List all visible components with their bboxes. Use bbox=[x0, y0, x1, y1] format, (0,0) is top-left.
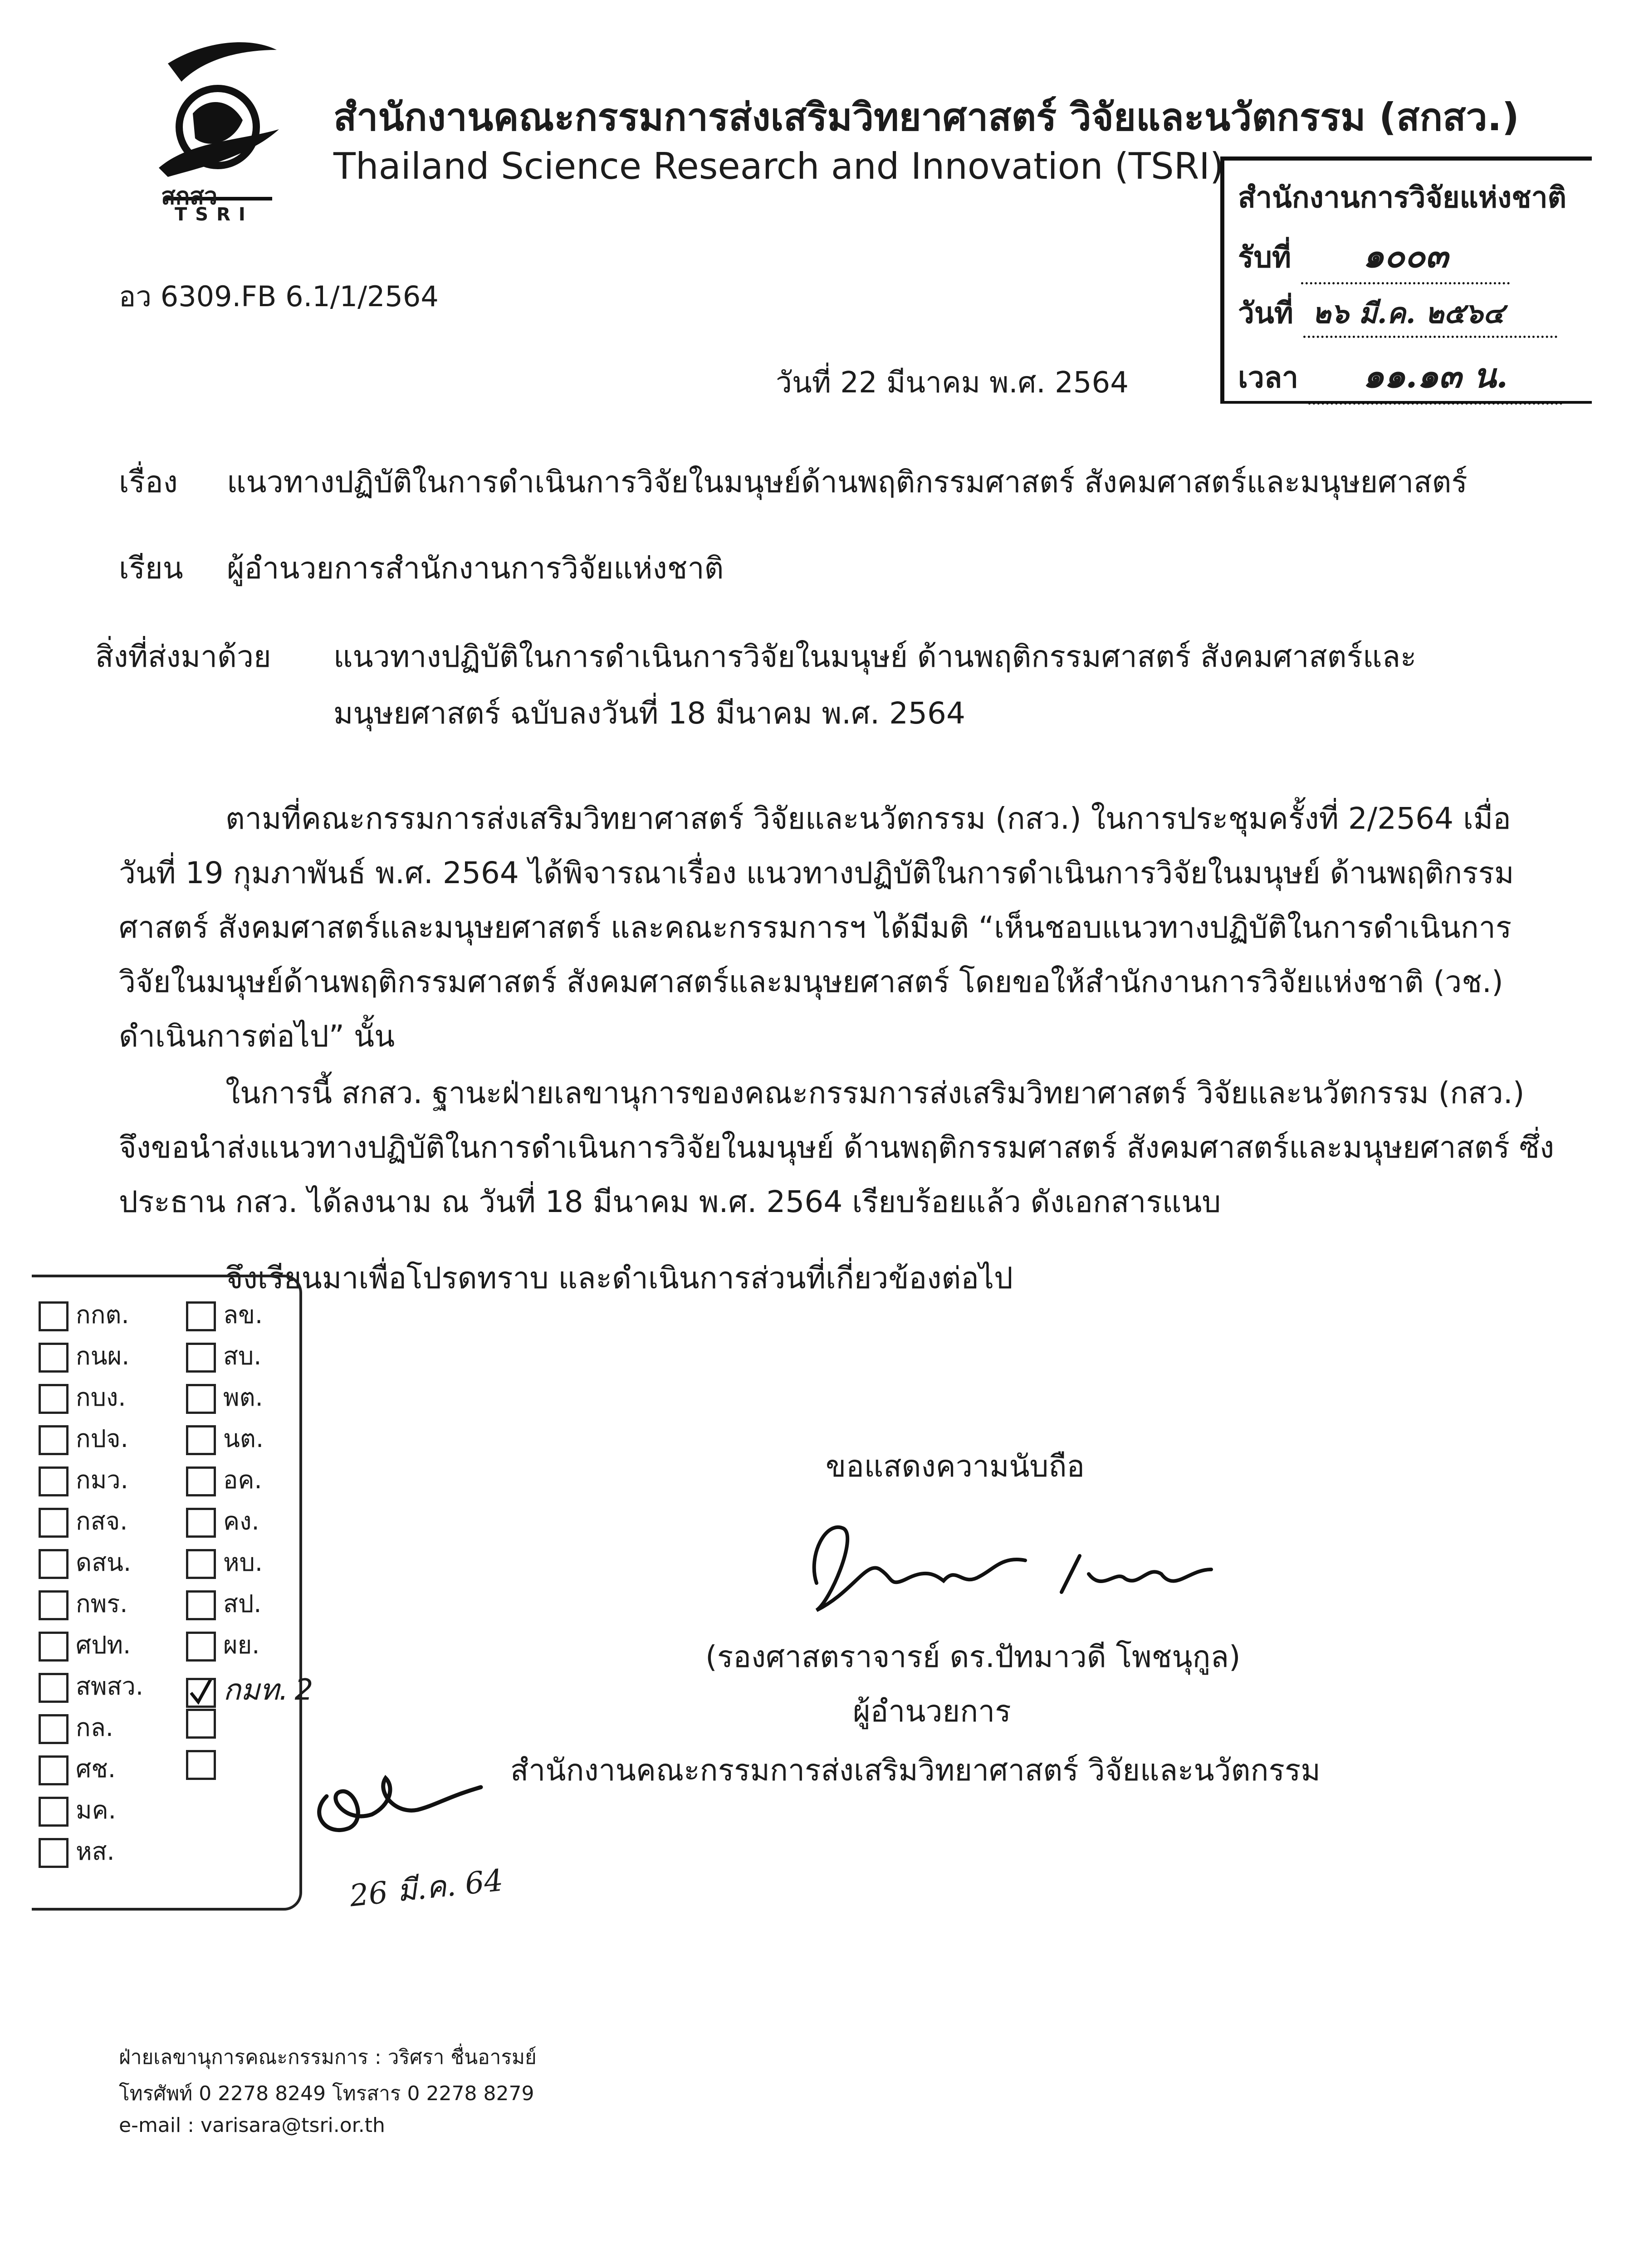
routing-checkbox-item[interactable] bbox=[39, 1378, 126, 1417]
checkbox-icon[interactable] bbox=[39, 1466, 68, 1496]
routing-checkbox-item[interactable] bbox=[186, 1378, 263, 1417]
receipt-stamp bbox=[1220, 156, 1592, 404]
checkbox-icon[interactable] bbox=[39, 1425, 68, 1455]
routing-checkbox-item[interactable] bbox=[186, 1749, 223, 1780]
routing-checkbox-item[interactable] bbox=[186, 1295, 263, 1334]
routing-checkbox-label: กนผ. bbox=[76, 1342, 130, 1370]
tsri-logo bbox=[150, 32, 286, 231]
checkbox-icon[interactable] bbox=[39, 1549, 68, 1579]
checkbox-icon[interactable] bbox=[186, 1709, 216, 1739]
stamp-number-row bbox=[1238, 229, 1510, 284]
routing-checkbox-item[interactable] bbox=[39, 1749, 116, 1788]
routing-checkbox-label: พต. bbox=[223, 1383, 263, 1412]
paragraph-line: วันที่ 19 กุมภาพันธ์ พ.ศ. 2564 ได้พิจารณาเรื่อง แนวทางปฏิบัติในการดำเนินการวิจัยในมนุษย์ ด้านพฤติกรรม bbox=[119, 855, 1514, 890]
checkbox-icon[interactable] bbox=[39, 1343, 68, 1373]
letter-date: วันที่ 22 มีนาคม พ.ศ. 2564 bbox=[776, 366, 1129, 400]
signer-org: สำนักงานคณะกรรมการส่งเสริมวิทยาศาสตร์ วิจัยและนวัตกรรม bbox=[510, 1753, 1321, 1788]
checkbox-icon[interactable] bbox=[39, 1838, 68, 1868]
routing-checkbox-label: กมว. bbox=[76, 1466, 128, 1494]
checkbox-icon[interactable] bbox=[39, 1673, 68, 1703]
checkbox-icon[interactable] bbox=[186, 1632, 216, 1662]
routing-checkbox-label: คง. bbox=[223, 1507, 259, 1535]
checkbox-icon[interactable] bbox=[186, 1590, 216, 1620]
subject-label: เรื่อง bbox=[119, 464, 178, 499]
routing-checkbox-item[interactable] bbox=[186, 1625, 259, 1664]
org-name-th: สำนักงานคณะกรรมการส่งเสริมวิทยาศาสตร์ วิจัยและนวัตกรรม (สกสว.) bbox=[333, 95, 1519, 139]
org-name-en: Thailand Science Research and Innovation (TSRI) bbox=[333, 145, 1224, 187]
paragraph-line: ประธาน กสว. ได้ลงนาม ณ วันที่ 18 มีนาคม พ.ศ. 2564 เรียบร้อยแล้ว ดังเอกสารแนบ bbox=[119, 1184, 1221, 1219]
routing-checkbox-item[interactable] bbox=[186, 1584, 261, 1623]
checkbox-icon[interactable] bbox=[186, 1343, 216, 1373]
routing-checkbox-label: ศปท. bbox=[76, 1631, 131, 1659]
enclosure-line-1: แนวทางปฏิบัติในการดำเนินการวิจัยในมนุษย์ ด้านพฤติกรรมศาสตร์ สังคมศาสตร์และ bbox=[333, 639, 1417, 674]
stamp-number-value: ๑๐๐๓ bbox=[1301, 229, 1510, 284]
routing-checkbox-item[interactable] bbox=[39, 1667, 143, 1706]
stamp-time-row bbox=[1238, 349, 1562, 405]
checkbox-icon[interactable] bbox=[39, 1797, 68, 1827]
body-paragraph-1 bbox=[119, 792, 1514, 1064]
checkbox-icon[interactable] bbox=[39, 1714, 68, 1744]
routing-checkbox-label: หส. bbox=[76, 1837, 115, 1866]
routing-checkbox-item[interactable] bbox=[39, 1625, 131, 1664]
signer-title: ผู้อำนวยการ bbox=[853, 1694, 1011, 1729]
contact-phone: โทรศัพท์ 0 2278 8249 โทรสาร 0 2278 8279 bbox=[119, 2082, 534, 2105]
routing-checkbox-label: ศช. bbox=[76, 1755, 116, 1783]
enclosure-line-2: มนุษยศาสตร์ ฉบับลงวันที่ 18 มีนาคม พ.ศ. 2564 bbox=[333, 696, 965, 731]
closing-line: จึงเรียนมาเพื่อโปรดทราบ และดำเนินการส่วนที่เกี่ยวข้องต่อไป bbox=[225, 1261, 1013, 1295]
routing-checkbox-label: สพสว. bbox=[76, 1672, 144, 1701]
checkbox-icon[interactable] bbox=[39, 1301, 68, 1331]
handwritten-initials-icon bbox=[299, 1760, 490, 1860]
paragraph-line: วิจัยในมนุษย์ด้านพฤติกรรมศาสตร์ สังคมศาสตร์และมนุษยศาสตร์ โดยขอให้สำนักงานการวิจัยแห่งชาติ (วช.) bbox=[119, 964, 1503, 999]
paragraph-line: ศาสตร์ สังคมศาสตร์และมนุษยศาสตร์ และคณะกรรมการฯ ได้มีมติ “เห็นชอบแนวทางปฏิบัติในการดำเนินการ bbox=[119, 910, 1512, 945]
checkbox-icon[interactable] bbox=[39, 1590, 68, 1620]
routing-checkbox-label: กสจ. bbox=[76, 1507, 128, 1535]
checkbox-icon[interactable] bbox=[186, 1301, 216, 1331]
routing-checkbox-label: กบง. bbox=[76, 1383, 126, 1412]
routing-checkbox-item[interactable] bbox=[186, 1419, 264, 1458]
routing-checkbox-item[interactable] bbox=[39, 1584, 127, 1623]
checkbox-icon[interactable] bbox=[186, 1508, 216, 1538]
stamp-number-label: รับที่ bbox=[1238, 240, 1292, 274]
checkbox-icon[interactable] bbox=[186, 1384, 216, 1414]
routing-checkbox-label: มค. bbox=[76, 1796, 116, 1824]
paragraph-line: จึงขอนำส่งแนวทางปฏิบัติในการดำเนินการวิจัยในมนุษย์ ด้านพฤติกรรมศาสตร์ สังคมศาสตร์และมนุษยศาสตร์ ซึ่ง bbox=[119, 1130, 1555, 1165]
body-paragraph-2 bbox=[119, 1066, 1554, 1229]
routing-checkbox-item[interactable] bbox=[186, 1336, 261, 1375]
routing-checkbox-label: กล. bbox=[76, 1713, 113, 1742]
routing-checkbox-label: กกต. bbox=[76, 1300, 129, 1329]
routing-checkbox-item[interactable] bbox=[39, 1790, 116, 1829]
checkbox-icon[interactable] bbox=[186, 1750, 216, 1780]
to-label: เรียน bbox=[119, 551, 183, 586]
checkbox-icon[interactable] bbox=[39, 1508, 68, 1538]
routing-checkbox-item[interactable] bbox=[39, 1832, 115, 1871]
routing-checkbox-label: นต. bbox=[223, 1424, 264, 1453]
stamp-time-label: เวลา bbox=[1238, 361, 1298, 395]
stamp-date-row bbox=[1238, 290, 1557, 338]
reference-number: อว 6309.FB 6.1/1/2564 bbox=[119, 280, 439, 313]
routing-checkbox-item[interactable] bbox=[39, 1501, 127, 1540]
checkbox-icon[interactable] bbox=[186, 1466, 216, 1496]
checkbox-icon[interactable] bbox=[186, 1425, 216, 1455]
handwritten-mark: 2 bbox=[294, 1673, 313, 1707]
signer-name: (รองศาสตราจารย์ ดร.ปัทมาวดี โพชนุกูล) bbox=[705, 1639, 1241, 1674]
routing-checkbox-label: ดสน. bbox=[76, 1548, 132, 1577]
routing-checkbox-item[interactable] bbox=[39, 1460, 128, 1499]
subject-text: แนวทางปฏิบัติในการดำเนินการวิจัยในมนุษย์ด้านพฤติกรรมศาสตร์ สังคมศาสตร์และมนุษยศาสตร์ bbox=[227, 464, 1468, 499]
paragraph-line: ดำเนินการต่อไป” นั้น bbox=[119, 1019, 395, 1054]
routing-checkbox-label: ลข. bbox=[223, 1300, 263, 1329]
stamp-time-value: ๑๑.๑๓ น. bbox=[1308, 349, 1562, 405]
checkbox-icon[interactable] bbox=[39, 1632, 68, 1662]
signature-icon bbox=[789, 1501, 1234, 1637]
enclosure-label: สิ่งที่ส่งมาด้วย bbox=[95, 639, 271, 674]
checked-checkbox-icon[interactable] bbox=[186, 1678, 216, 1708]
routing-checkbox-label: กมท. bbox=[223, 1673, 289, 1707]
routing-checkbox-item[interactable] bbox=[186, 1460, 262, 1499]
contact-secretary: ฝ่ายเลขานุการคณะกรรมการ : วริศรา ชื่นอารมย์ bbox=[119, 2046, 537, 2069]
regards-text: ขอแสดงความนับถือ bbox=[826, 1449, 1085, 1484]
to-text: ผู้อำนวยการสำนักงานการวิจัยแห่งชาติ bbox=[227, 551, 724, 586]
routing-checkbox-label: กพร. bbox=[76, 1589, 128, 1618]
checkbox-icon[interactable] bbox=[186, 1549, 216, 1579]
routing-checkbox-item[interactable] bbox=[39, 1419, 128, 1458]
routing-checkbox-item[interactable] bbox=[186, 1667, 313, 1713]
handwritten-date: 26 มี.ค. 64 bbox=[347, 1862, 505, 1914]
routing-checkbox-label: ผย. bbox=[223, 1631, 260, 1659]
checkbox-icon[interactable] bbox=[39, 1384, 68, 1414]
routing-checkbox-item[interactable] bbox=[39, 1708, 113, 1747]
routing-checkbox-label: สบ. bbox=[223, 1342, 262, 1370]
routing-checkbox-item[interactable] bbox=[186, 1543, 263, 1582]
logo-text-en: TSRI bbox=[175, 204, 254, 225]
paragraph-line: ในการนี้ สกสว. ฐานะฝ่ายเลขานุการของคณะกรรมการส่งเสริมวิทยาศาสตร์ วิจัยและนวัตกรรม (กสว.) bbox=[225, 1075, 1525, 1110]
routing-checkbox-label: หบ. bbox=[223, 1548, 263, 1577]
routing-checkbox-item[interactable] bbox=[39, 1295, 129, 1334]
routing-checkbox-item[interactable] bbox=[186, 1501, 259, 1540]
routing-checkbox-label: อค. bbox=[223, 1466, 262, 1494]
routing-checkbox-label: กปจ. bbox=[76, 1424, 128, 1453]
stamp-date-value: ๒๖ มี.ค. ๒๕๖๔ bbox=[1303, 291, 1557, 338]
stamp-date-label: วันที่ bbox=[1238, 296, 1293, 330]
contact-email: e-mail : varisara@tsri.or.th bbox=[119, 2114, 385, 2137]
routing-checkbox-item[interactable] bbox=[39, 1336, 129, 1375]
routing-checkbox-item[interactable] bbox=[39, 1543, 131, 1582]
routing-checkbox-label: สป. bbox=[223, 1589, 262, 1618]
stamp-title: สำนักงานการวิจัยแห่งชาติ bbox=[1238, 181, 1567, 215]
checkbox-icon[interactable] bbox=[39, 1755, 68, 1785]
routing-checkbox-item[interactable] bbox=[186, 1708, 223, 1739]
paragraph-line: ตามที่คณะกรรมการส่งเสริมวิทยาศาสตร์ วิจัยและนวัตกรรม (กสว.) ในการประชุมครั้งที่ 2/2564 เมื่อ bbox=[225, 801, 1511, 836]
logo-text-th: สกสว bbox=[161, 183, 218, 210]
